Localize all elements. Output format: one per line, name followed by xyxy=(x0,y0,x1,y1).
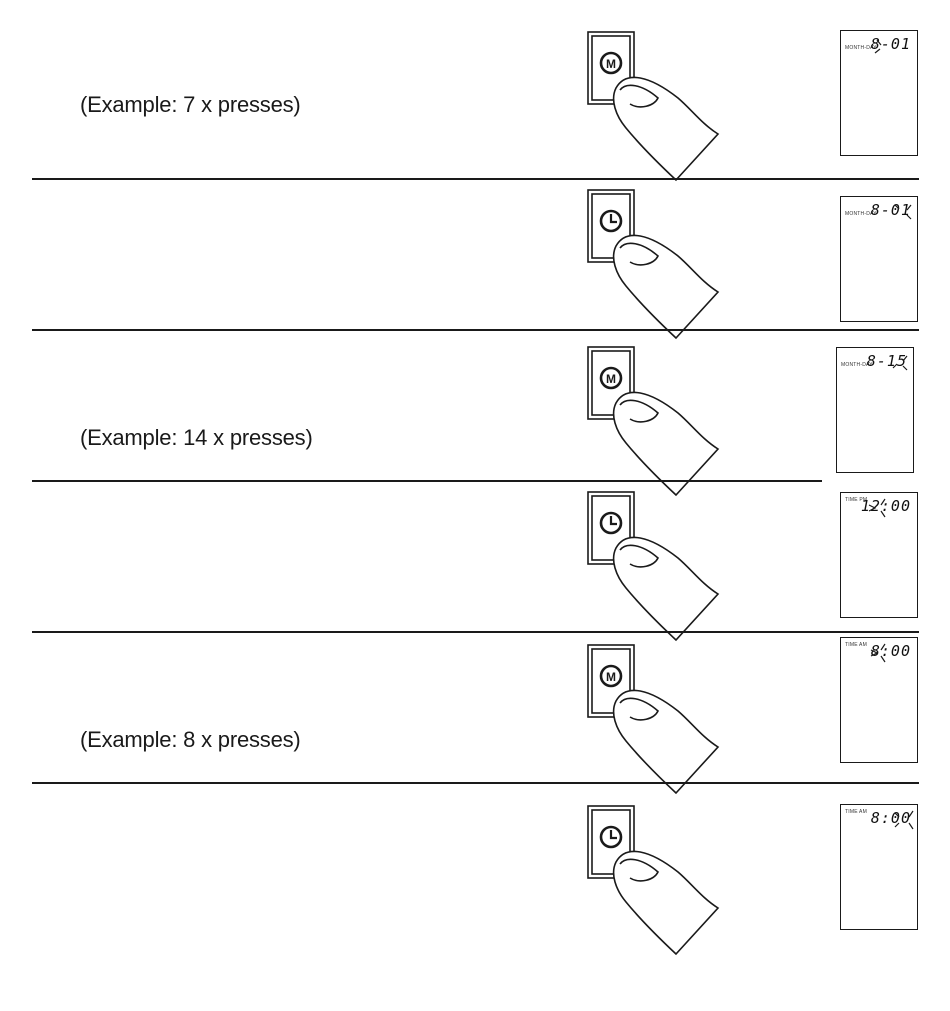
finger-icon xyxy=(614,690,718,793)
finger-icon xyxy=(614,851,718,954)
lcd-display xyxy=(836,347,914,473)
lcd-value: 8:00 xyxy=(870,809,911,827)
lcd-label: MONTH-DAY xyxy=(845,211,877,217)
finger-icon xyxy=(614,537,718,640)
blink-icon xyxy=(863,497,891,519)
step-6 xyxy=(0,784,950,984)
lcd-display xyxy=(840,30,918,156)
blink-icon xyxy=(867,642,891,664)
step-4 xyxy=(0,482,950,632)
lcd-value: 8-01 xyxy=(870,35,911,53)
blink-icon xyxy=(891,809,917,831)
press-m-illustration xyxy=(580,30,730,185)
step-5 xyxy=(0,633,950,783)
lcd-display xyxy=(840,637,918,763)
lcd-value: 12:00 xyxy=(860,497,911,515)
blink-icon xyxy=(885,354,911,374)
example-text: (Example: 8 x presses) xyxy=(80,727,301,752)
press-clock-illustration xyxy=(580,490,730,645)
step-2 xyxy=(0,180,950,330)
finger-icon xyxy=(614,235,718,338)
blink-icon xyxy=(891,203,915,223)
lcd-label: TIME AM xyxy=(845,642,867,648)
lcd-value: 8:00 xyxy=(870,642,911,660)
example-text: (Example: 14 x presses) xyxy=(80,425,313,450)
svg-text:M: M xyxy=(606,670,616,684)
step-3 xyxy=(0,331,950,481)
lcd-value: 8-15 xyxy=(866,352,907,370)
press-clock-illustration xyxy=(580,804,730,959)
lcd-display xyxy=(840,804,918,930)
blink-icon xyxy=(871,39,891,57)
lcd-label: TIME PM xyxy=(845,497,868,503)
lcd-display xyxy=(840,492,918,618)
svg-text:M: M xyxy=(606,57,616,71)
svg-text:M: M xyxy=(606,372,616,386)
lcd-label: TIME AM xyxy=(845,809,867,815)
press-m-illustration xyxy=(580,643,730,798)
example-text: (Example: 7 x presses) xyxy=(80,92,301,117)
finger-icon xyxy=(614,77,718,180)
lcd-display xyxy=(840,196,918,322)
press-m-illustration xyxy=(580,345,730,500)
lcd-label: MONTH-DAY xyxy=(841,362,873,368)
step-1 xyxy=(0,0,950,180)
press-clock-illustration xyxy=(580,188,730,343)
lcd-label: MONTH-DAY xyxy=(845,45,877,51)
lcd-value: 8-01 xyxy=(870,201,911,219)
